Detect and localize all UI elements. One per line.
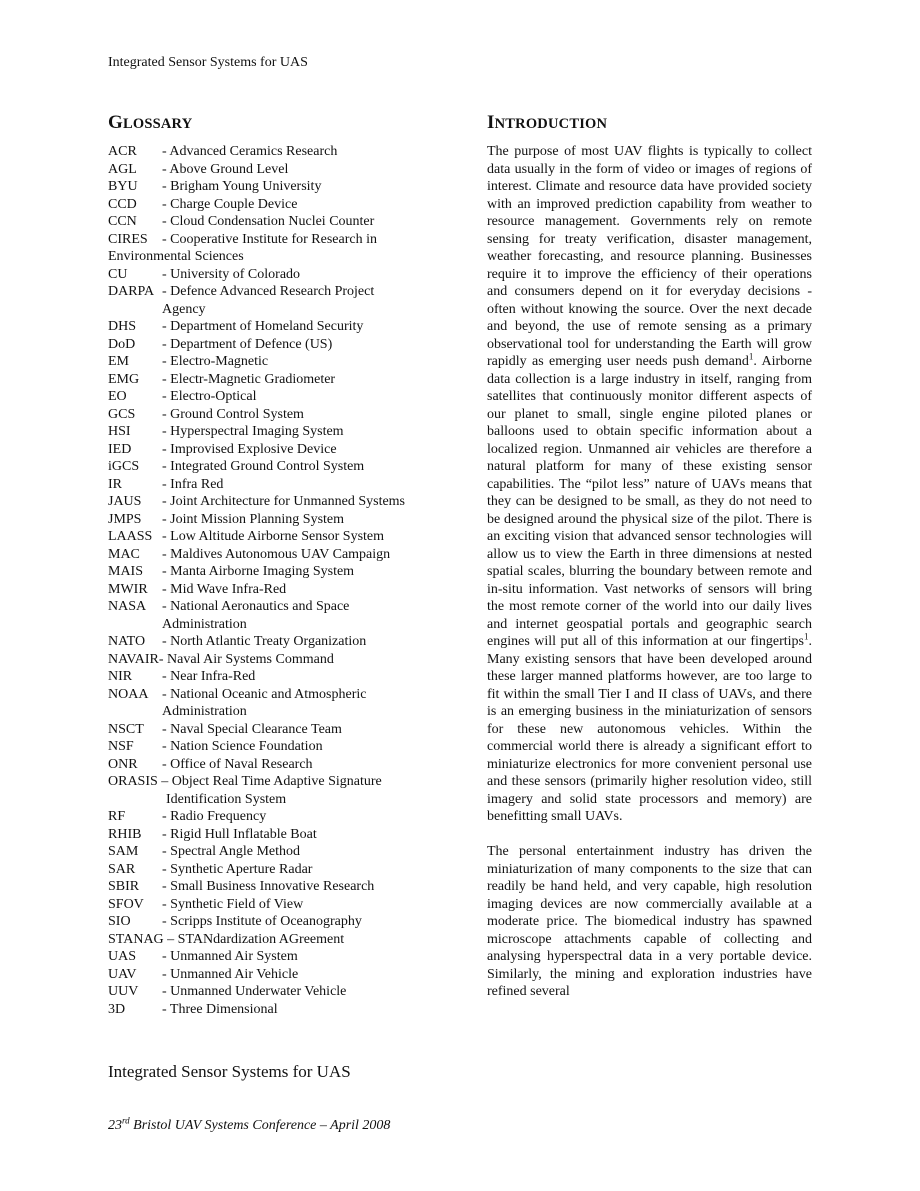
- glossary-entry: [108, 388, 438, 406]
- glossary-definition: - Joint Architecture for Unmanned Systems: [162, 494, 406, 509]
- glossary-definition: - Ground Control System: [162, 406, 304, 422]
- glossary-definition: - Naval Air Systems Command: [158, 651, 334, 667]
- glossary-abbreviation: LAASS: [108, 529, 153, 544]
- glossary-definition: - Integrated Ground Control System: [162, 459, 365, 474]
- glossary-entry: [108, 231, 438, 249]
- glossary-entry: [108, 161, 438, 179]
- glossary-definition: - Mid Wave Infra-Red: [162, 581, 287, 597]
- glossary-entry: [108, 651, 438, 669]
- glossary-entry: [108, 896, 438, 914]
- glossary-abbreviation: CIRES: [108, 231, 148, 247]
- glossary-entry: [108, 861, 438, 879]
- glossary-heading: GLOSSARY: [108, 112, 193, 133]
- glossary-entry: [108, 598, 438, 616]
- glossary-abbreviation: UUV: [108, 984, 139, 999]
- glossary-abbreviation: EMG: [108, 371, 140, 387]
- glossary-abbreviation: NASA: [108, 599, 147, 614]
- glossary-abbreviation: CCN: [108, 214, 137, 229]
- glossary-definition: - Rigid Hull Inflatable Boat: [162, 826, 317, 842]
- glossary-entry: [108, 948, 438, 966]
- glossary-definition: - Above Ground Level: [162, 161, 289, 177]
- glossary-abbreviation: NAVAIR: [108, 651, 159, 667]
- glossary-entry: [108, 213, 438, 231]
- glossary-entry: [108, 773, 438, 791]
- glossary-abbreviation: MAIS: [108, 564, 144, 579]
- glossary-entry: [108, 143, 438, 161]
- glossary-definition: - Improvised Explosive Device: [162, 441, 337, 457]
- glossary-definition: - Unmanned Air Vehicle: [162, 966, 299, 982]
- glossary-list: [108, 143, 438, 1018]
- glossary-abbreviation: ORASIS: [108, 774, 158, 789]
- glossary-definition: – STANdardization AGreement: [163, 931, 345, 947]
- citation-ref: 1: [748, 351, 754, 362]
- glossary-entry: [108, 493, 438, 511]
- glossary-entry: [108, 738, 438, 756]
- glossary-entry: [108, 178, 438, 196]
- glossary-entry: [108, 476, 438, 494]
- glossary-abbreviation: DoD: [108, 336, 136, 352]
- glossary-abbreviation: DARPA: [108, 284, 155, 299]
- glossary-entry: [108, 318, 438, 336]
- glossary-abbreviation: SIO: [108, 914, 131, 929]
- glossary-definition: - Maldives Autonomous UAV Campaign: [162, 546, 391, 562]
- glossary-definition: - Scripps Institute of Oceanography: [162, 914, 362, 929]
- glossary-definition: - Brigham Young University: [162, 179, 322, 194]
- glossary-abbreviation: NATO: [108, 634, 146, 649]
- glossary-definition-continued: Administration: [162, 704, 247, 719]
- glossary-definition: - Electro-Magnetic: [162, 354, 269, 369]
- glossary-entry: [108, 266, 438, 284]
- glossary-definition: - Near Infra-Red: [162, 669, 256, 684]
- glossary-entry: [108, 283, 438, 301]
- glossary-abbreviation: SBIR: [108, 879, 140, 894]
- glossary-entry: [108, 966, 438, 984]
- glossary-definition: - Charge Couple Device: [162, 196, 298, 212]
- glossary-abbreviation: NOAA: [108, 686, 149, 702]
- glossary-entry: [108, 913, 438, 931]
- glossary-definition: - National Oceanic and Atmospheric: [162, 686, 367, 702]
- glossary-definition: - Infra Red: [162, 476, 224, 492]
- glossary-abbreviation: JAUS: [108, 494, 142, 509]
- glossary-entry: [108, 826, 438, 844]
- glossary-entry: [108, 1001, 438, 1019]
- glossary-entry: [108, 528, 438, 546]
- glossary-definition: - Unmanned Underwater Vehicle: [162, 984, 347, 999]
- glossary-abbreviation: UAS: [108, 949, 137, 964]
- intro-paragraph-1: The purpose of most UAV flights is typically to collect data usually in the form of video or images of regions of interest. Climate and resource data have provided society with an improved prediction capability from weather to resource management. Governments rely on remote sensing for treaty verification, disaster management, weather forecasting, and resource planning. Businesses require it to improve the efficiency of their operations and consumers depend on it for everyday decisions - often without knowing the source. Over the next decade and beyond, the use of remote sensing as a primary observational tool for understanding the Earth will grow rapidly as emerging user needs push demand$^1$. Airborne data collection is a large industry in itself, ranging from satellites that continuously monitor different aspects of our planet to small, single engine piloted planes or balloons used to obtain specific information about a localized region. Unmanned air vehicles are therefore a natural platform for many of these existing sensor capabilities. The “pilot less” nature of UAVs means that they can be designed to be small, as they do not need to be designed around the physical size of the pilot. There is an exciting vision that advanced sensor technologies will allow us to view the Earth in three dimensions at nested spatial scales, blurring the boundary between remote and in-situ information. Vast networks of sensors will bring the most remote corner of the world into our daily lives and internet geospatial portals and geographic search engines will put all of this information at our fingertips$^1$. Many existing sensors that have been developed around these larger manned platforms however, are too large to fit within the small Tier I and II class of UAVs, and there is an emerging business in the miniaturization of sensors for these new autonomous vehicles. Within the commercial world there is already a significant effort to miniaturize electronics for more convenient personal use and these sensors (primarily higher resolution video, still imagery and solid state processors and memory) are benefitting small UAVs.: [487, 144, 813, 824]
- glossary-entry: [108, 441, 438, 459]
- glossary-definition: - Advanced Ceramics Research: [162, 144, 338, 159]
- glossary-entry: [108, 843, 438, 861]
- glossary-definition: - Office of Naval Research: [162, 756, 313, 772]
- glossary-abbreviation: DHS: [108, 319, 137, 334]
- glossary-definition-continued: Identification System: [166, 791, 287, 807]
- glossary-abbreviation: SAM: [108, 844, 139, 859]
- glossary-entry: [108, 686, 438, 704]
- introduction-heading: INTRODUCTION: [487, 112, 608, 133]
- glossary-definition: - Naval Special Clearance Team: [162, 721, 342, 737]
- glossary-definition: - Spectral Angle Method: [162, 844, 301, 859]
- glossary-definition: - Department of Defence (US): [162, 336, 333, 352]
- glossary-abbreviation: EM: [108, 354, 129, 369]
- glossary-definition: - Three Dimensional: [162, 1001, 278, 1017]
- glossary-definition: - Electr-Magnetic Gradiometer: [162, 371, 336, 387]
- glossary-entry: [108, 196, 438, 214]
- glossary-entry: [108, 458, 438, 476]
- glossary-abbreviation: ONR: [108, 756, 138, 772]
- glossary-abbreviation: NIR: [108, 669, 133, 684]
- glossary-abbreviation: CU: [108, 266, 128, 282]
- page-footer: 23rd Bristol UAV Systems Conference – April 2008: [108, 1115, 391, 1133]
- glossary-definition: - Department of Homeland Security: [162, 319, 364, 334]
- glossary-abbreviation: JMPS: [108, 511, 142, 527]
- glossary-entry: [108, 511, 438, 529]
- glossary-abbreviation: 3D: [108, 1001, 126, 1017]
- glossary-definition: - University of Colorado: [162, 266, 301, 282]
- glossary-entry: [108, 336, 438, 354]
- glossary-abbreviation: RF: [108, 809, 126, 824]
- glossary-entry: [108, 668, 438, 686]
- glossary-abbreviation: GCS: [108, 406, 136, 422]
- glossary-entry: [108, 406, 438, 424]
- glossary-entry: [108, 808, 438, 826]
- glossary-abbreviation: CCD: [108, 196, 137, 212]
- introduction-column: [487, 112, 812, 1001]
- glossary-definition-continued: Administration: [162, 616, 247, 632]
- glossary-column: [108, 112, 438, 1018]
- glossary-definition: - North Atlantic Treaty Organization: [162, 634, 367, 649]
- glossary-entry: [108, 546, 438, 564]
- glossary-definition: - Nation Science Foundation: [162, 739, 323, 754]
- glossary-entry: [108, 353, 438, 371]
- bottom-title: Integrated Sensor Systems for UAS: [108, 1062, 351, 1081]
- glossary-definition: - Unmanned Air System: [162, 949, 298, 964]
- glossary-definition: - Cooperative Institute for Research in: [162, 231, 377, 247]
- glossary-abbreviation: NSCT: [108, 721, 144, 737]
- glossary-definition: – Object Real Time Adaptive Signature: [157, 774, 382, 789]
- glossary-abbreviation: SFOV: [108, 896, 144, 912]
- glossary-entry: [108, 633, 438, 651]
- citation-ref: 1: [804, 631, 809, 642]
- glossary-abbreviation: UAV: [108, 966, 137, 982]
- glossary-abbreviation: SAR: [108, 861, 136, 877]
- glossary-entry: [108, 756, 438, 774]
- glossary-definition: - Hyperspectral Imaging System: [162, 424, 344, 439]
- glossary-definition: - Radio Frequency: [162, 809, 267, 824]
- glossary-entry: [108, 983, 438, 1001]
- glossary-abbreviation: iGCS: [108, 459, 140, 474]
- glossary-abbreviation: EO: [108, 389, 127, 404]
- glossary-definition: - Electro-Optical: [162, 389, 257, 404]
- glossary-abbreviation: HSI: [108, 424, 131, 439]
- glossary-entry: [108, 371, 438, 389]
- glossary-definition-continued: Environmental Sciences: [108, 249, 244, 264]
- glossary-entry: [108, 721, 438, 739]
- glossary-abbreviation: IED: [108, 441, 132, 457]
- glossary-definition: - Synthetic Aperture Radar: [162, 861, 313, 877]
- glossary-entry: [108, 563, 438, 581]
- glossary-abbreviation: RHIB: [108, 826, 142, 842]
- glossary-definition-continued: Agency: [162, 301, 206, 317]
- glossary-definition: - Manta Airborne Imaging System: [162, 564, 355, 579]
- glossary-entry: [108, 423, 438, 441]
- glossary-definition: - National Aeronautics and Space: [162, 599, 350, 614]
- glossary-abbreviation: ACR: [108, 144, 137, 159]
- glossary-definition: - Joint Mission Planning System: [162, 511, 345, 527]
- intro-paragraph-2: The personal entertainment industry has driven the miniaturization of many components to the size that can readily be hand held, and very capable, high resolution imaging devices are now commercially available at a moderate price. The biomedical industry has spawned microscope attachments capable of collecting and analysing hyperspectral data in a very portable device. Similarly, the mining and exploration industries have refined several: [487, 844, 812, 999]
- glossary-abbreviation: AGL: [108, 161, 137, 177]
- glossary-abbreviation: NSF: [108, 739, 134, 754]
- glossary-definition: - Defence Advanced Research Project: [162, 284, 375, 299]
- glossary-abbreviation: BYU: [108, 179, 138, 194]
- glossary-definition: - Low Altitude Airborne Sensor System: [162, 529, 385, 544]
- glossary-abbreviation: MAC: [108, 546, 140, 562]
- glossary-entry: [108, 878, 438, 896]
- glossary-abbreviation: MWIR: [108, 581, 148, 597]
- glossary-abbreviation: STANAG: [108, 931, 164, 947]
- glossary-definition: - Synthetic Field of View: [162, 896, 304, 912]
- glossary-entry: [108, 931, 438, 949]
- running-header: Integrated Sensor Systems for UAS: [108, 55, 308, 70]
- glossary-entry: [108, 581, 438, 599]
- glossary-definition: - Small Business Innovative Research: [162, 879, 375, 894]
- glossary-definition: - Cloud Condensation Nuclei Counter: [162, 214, 375, 229]
- glossary-abbreviation: IR: [108, 476, 122, 492]
